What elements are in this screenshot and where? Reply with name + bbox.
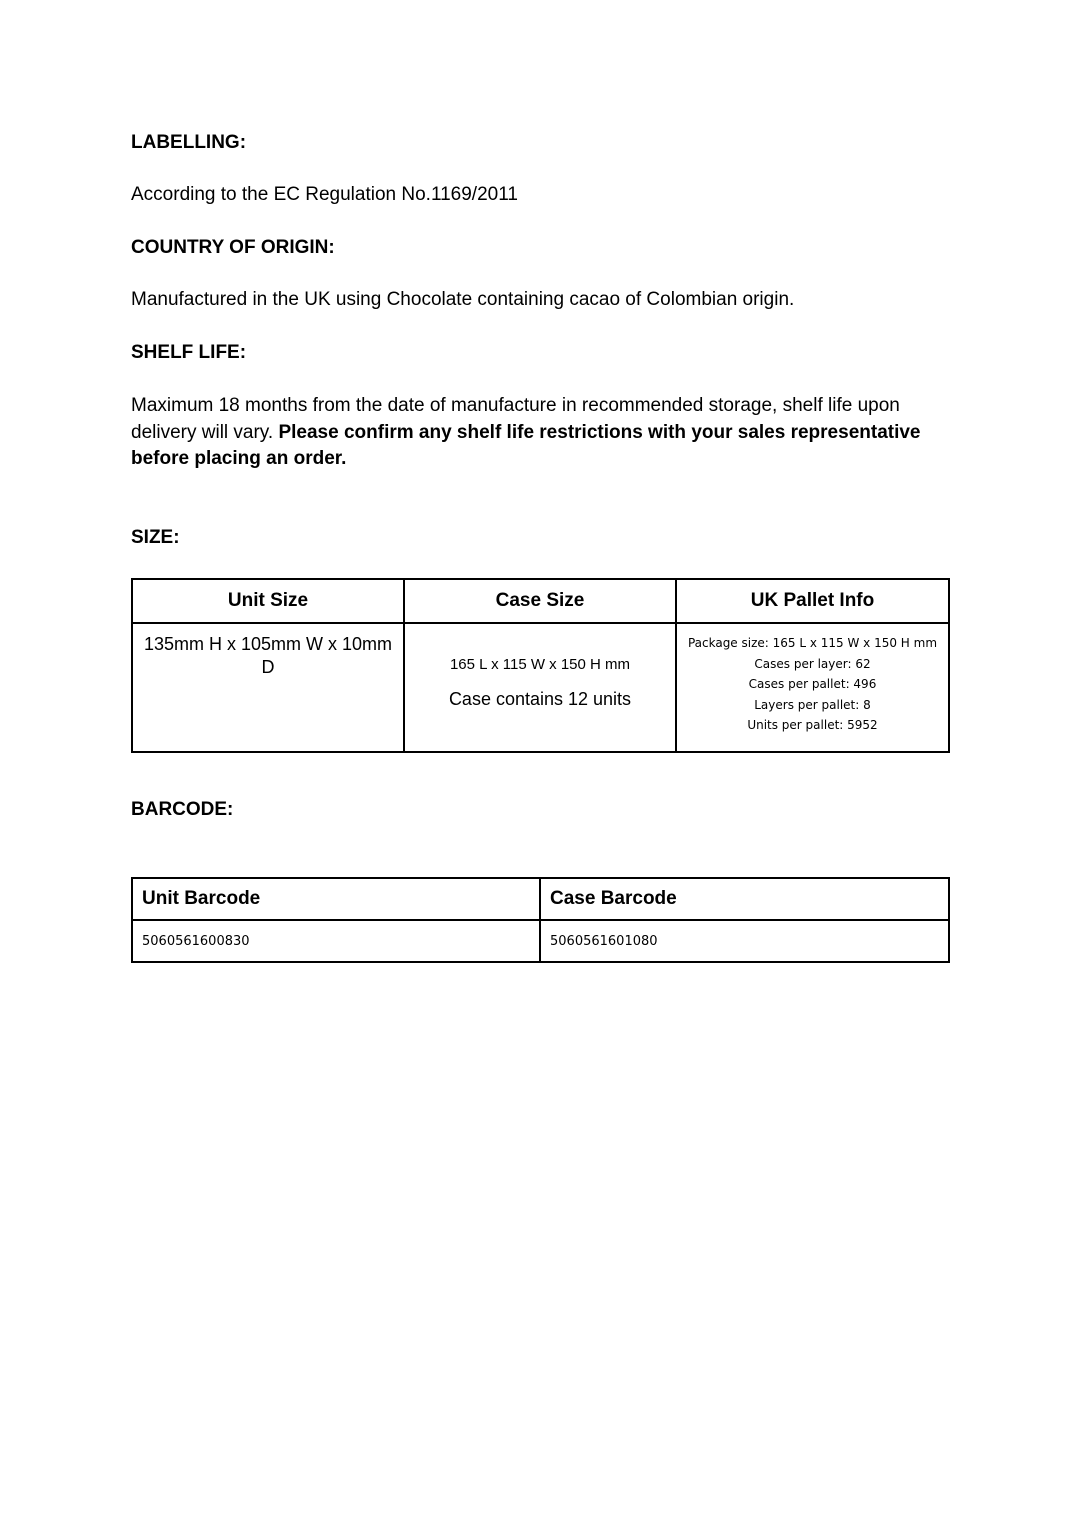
case-contents: Case contains 12 units — [448, 689, 632, 709]
size-table-header-row — [132, 579, 949, 623]
shelf-life-warning: Please confirm any shelf life restrictions with your sales representative before placing an order. — [131, 421, 921, 469]
unit-barcode-value: 5060561600830 — [132, 920, 540, 962]
pallet-info-line: Cases per layer: 62 — [754, 656, 871, 671]
labelling-heading: LABELLING: — [131, 132, 247, 153]
pallet-info-line: Cases per pallet: 496 — [748, 677, 877, 691]
size-table-row — [132, 623, 949, 752]
shelf-life-plain-text: Maximum 18 months from the date of manufacture in recommended storage, shelf life upon delivery will vary. — [131, 395, 900, 443]
barcode-table-row — [132, 920, 949, 962]
size-table — [131, 578, 950, 753]
shelf-life-heading: SHELF LIFE: — [131, 342, 247, 363]
column-header-case-size: Case Size — [404, 579, 676, 623]
column-header-uk-pallet-info: UK Pallet Info — [676, 579, 949, 623]
column-header-case-barcode: Case Barcode — [540, 878, 949, 920]
pallet-info-line: Package size: 165 L x 115 W x 150 H mm — [687, 636, 938, 650]
case-size-dimensions: 165 L x 115 W x 150 H mm — [449, 656, 631, 673]
barcode-table-header-row — [132, 878, 949, 920]
pallet-info-line: Layers per pallet: 8 — [754, 697, 871, 712]
size-heading: SIZE: — [131, 527, 180, 548]
column-header-unit-size: Unit Size — [132, 579, 404, 623]
barcode-table — [131, 877, 950, 963]
labelling-text: According to the EC Regulation No.1169/2011 — [131, 184, 518, 205]
pallet-info-line: Units per pallet: 5952 — [747, 718, 878, 732]
case-size-cell — [404, 623, 676, 752]
pallet-info-cell — [676, 623, 949, 752]
barcode-heading: BARCODE: — [131, 799, 234, 820]
country-of-origin-heading: COUNTRY OF ORIGIN: — [131, 237, 335, 258]
column-header-unit-barcode: Unit Barcode — [132, 878, 540, 920]
shelf-life-text — [131, 393, 948, 473]
case-barcode-value: 5060561601080 — [540, 920, 949, 962]
unit-size-cell: 135mm H x 105mm W x 10mm D — [132, 623, 404, 752]
country-of-origin-text: Manufactured in the UK using Chocolate containing cacao of Colombian origin. — [131, 289, 795, 310]
